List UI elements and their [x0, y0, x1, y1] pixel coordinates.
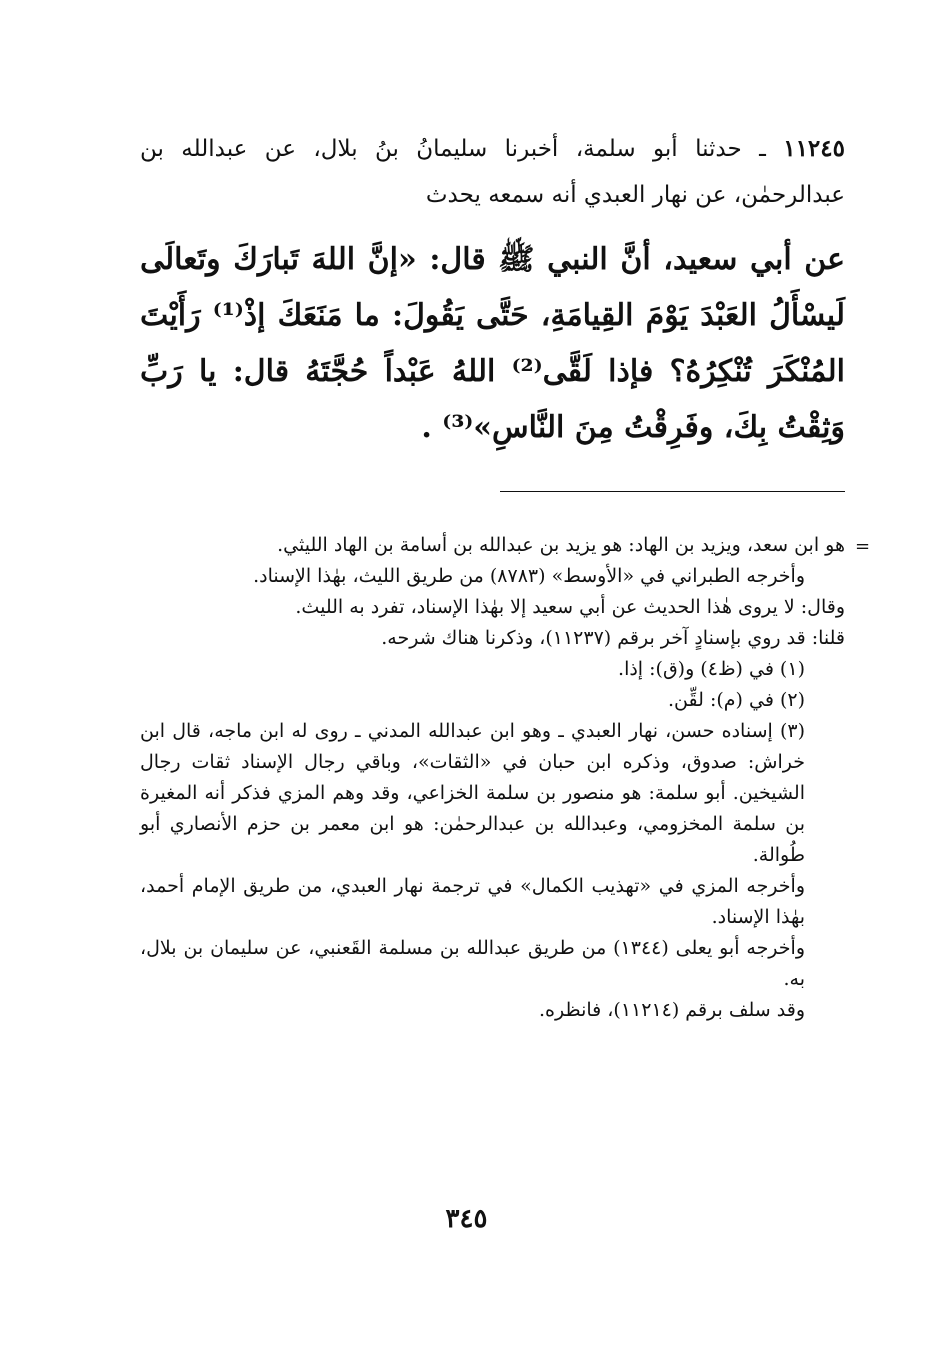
isnad-text: ـ حدثنا أبو سلمة، أخبرنا سليمانُ بنُ بلال، عن عبدالله بن عبدالرحمٰن، عن نهار العبدي أنه سمعه يحدث: [140, 136, 845, 208]
footnote-line: قلنا: قد روي بإسنادٍ آخر برقم (١١٢٣٧)، وذكرنا هناك شرحه.: [381, 627, 845, 649]
footnote-3: (٣) إسناده حسن، نهار العبدي ـ وهو ابن عبدالله المدني ـ روى له ابن ماجه، قال ابن خراش: صدوق، وذكره ابن حبان في «الثقات»، وباقي رجال الإسناد ثقات رجال الشيخين. أبو سلمة: هو منصور بن سلمة الخزاعي، وقد وهم المزي فذكر أنه المغيرة بن سلمة المخزومي، وعبدالله بن عبدالرحمٰن: هو ابن معمر بن حزم الأنصاري أبو طُوالة.: [140, 720, 805, 866]
page-number: ٣٤٥: [445, 1204, 488, 1234]
continuation-mark: =: [855, 536, 871, 557]
footnote-1: (١) في (ظ٤) و(ق): إذا.: [618, 658, 805, 680]
footnote-line: هو ابن سعد، ويزيد بن الهاد: هو يزيد بن عبدالله بن أسامة بن الهاد الليثي.: [277, 534, 845, 556]
footnote-3-paragraph: وأخرجه المزي في «تهذيب الكمال» في ترجمة نهار العبدي، من طريق الإمام أحمد، بهٰذا الإسناد.: [140, 875, 805, 928]
hadith-isnad: [140, 126, 845, 218]
footnote-divider: [500, 491, 845, 492]
footnote-line: وقال: لا يروى هٰذا الحديث عن أبي سعيد إلا بهٰذا الإسناد، تفرد به الليث.: [295, 596, 845, 618]
footnote-3-paragraph: وأخرجه أبو يعلى (١٣٤٤) من طريق عبدالله بن مسلمة القَعنبي، عن سليمان بن بلال، به.: [140, 937, 805, 990]
hadith-matn: عن أبي سعيد، أنَّ النبي ﷺ قال: «إنَّ اللهَ تَبارَكَ وتَعالَى لَيسْأَلُ العَبْدَ يَوْمَ القِيامَةِ، حَتَّى يَقُولَ: ما مَنَعَكَ إذْ⁽¹⁾ رَأَيْتَ المُنْكَرَ تُنْكِرُهُ؟ فإذا لَقَّى⁽²⁾ اللهُ عَبْداً حُجَّتَهُ قال: يا رَبِّ وَثِقْتُ بِكَ، وفَرِقْتُ مِنَ النَّاسِ»⁽³⁾ .: [140, 242, 846, 445]
footnote-3-paragraph: وقد سلف برقم (١١٢١٤)، فانظره.: [539, 999, 805, 1021]
hadith-number: ١١٢٤٥: [783, 135, 845, 162]
footnotes: [140, 530, 845, 1026]
footnote-line: وأخرجه الطبراني في «الأوسط» (٨٧٨٣) من طريق الليث، بهٰذا الإسناد.: [253, 565, 805, 587]
footnote-2: (٢) في (م): لقِّن.: [668, 689, 805, 711]
